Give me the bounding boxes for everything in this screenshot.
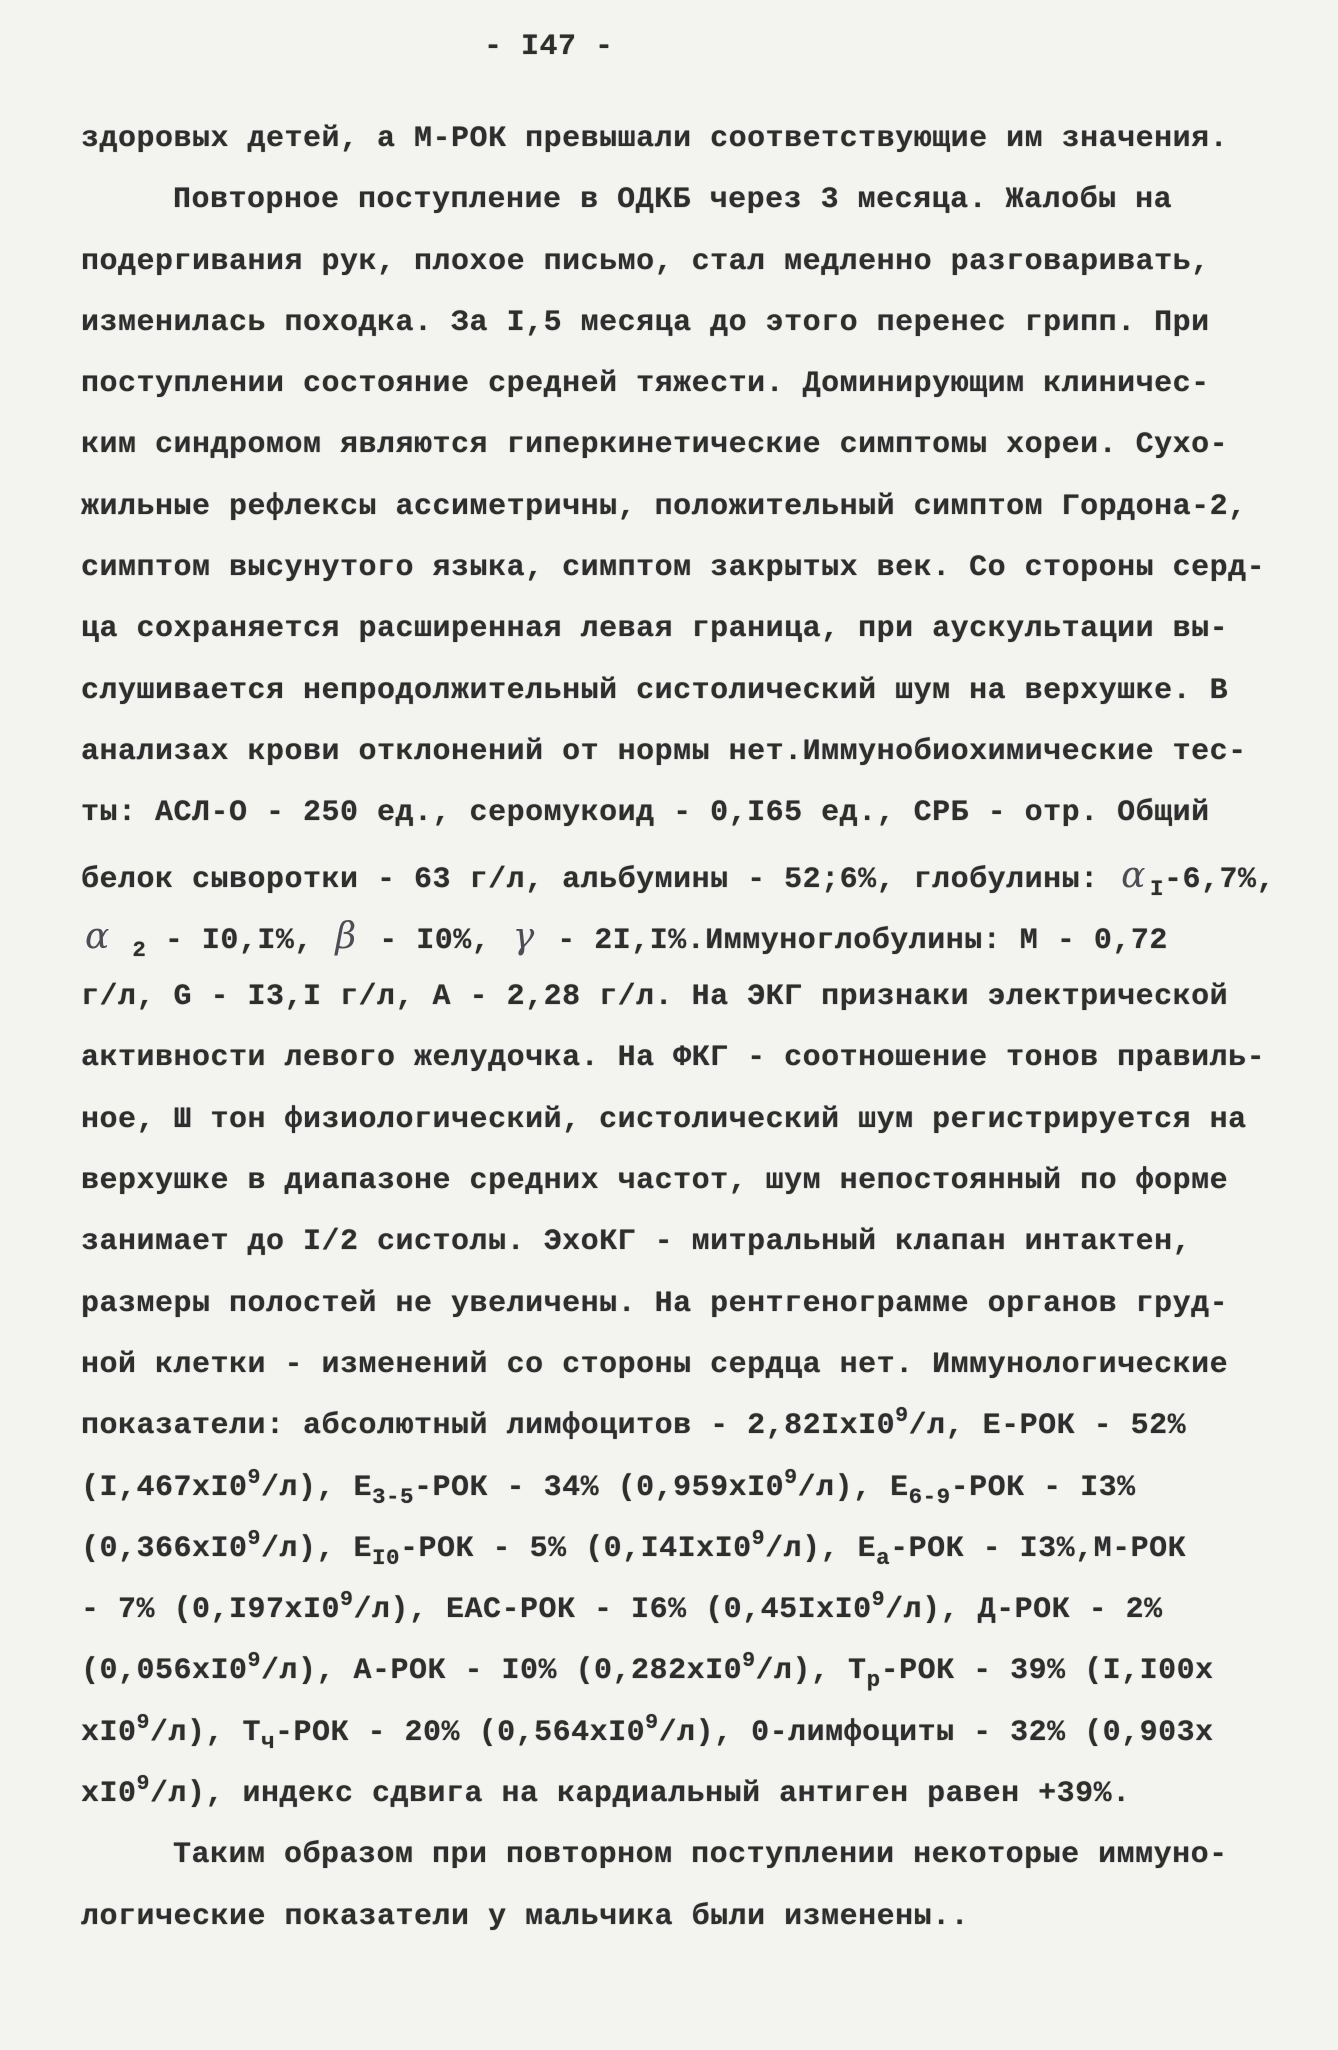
text-run: [114, 924, 133, 958]
text-run: ты: АСЛ-О - 250 ед., серомукоид - 0,I65 ед., СРБ - отр. Общий: [81, 796, 1210, 831]
text-run: (0,366хI0: [81, 1531, 248, 1566]
handwritten-symbol: β: [335, 915, 357, 957]
text-run: -РОК - 5% (0,I4IхI0: [400, 1531, 752, 1566]
superscript: 9: [340, 1588, 354, 1613]
text-run: /л), 0-лимфоциты - 32% (0,903х: [658, 1715, 1214, 1750]
text-run: ким синдромом являются гиперкинетические симптомы хореи. Сухо-: [81, 428, 1229, 463]
superscript: 9: [871, 1588, 886, 1613]
text-run: ца сохраняется расширенная левая граница, при аускультации вы-: [81, 612, 1229, 647]
text-run: симптом высунутого языка, симптом закрытых век. Со стороны серд-: [81, 551, 1266, 586]
text-run: - 2I,I%.Иммуноглобулины: М - 0,72: [538, 923, 1168, 958]
text-run: г/л, G - I3,I г/л, А - 2,28 г/л. На ЭКГ признаки электрической: [81, 980, 1229, 1015]
text-line: [81, 1090, 1311, 1151]
text-run: Таким образом при повторном поступлении некоторые иммуно-: [173, 1838, 1228, 1873]
text-line: [81, 599, 1311, 660]
superscript: 9: [784, 1465, 798, 1490]
text-run: показатели: абсолютный лимфоцитов - 2,82IхI0: [81, 1409, 896, 1444]
text-run: /л), Е: [765, 1531, 877, 1566]
superscript: 9: [895, 1404, 909, 1429]
paragraph: [81, 170, 1311, 1825]
text-line: [81, 1580, 1311, 1641]
subscript: I0: [372, 1544, 401, 1571]
text-line: [81, 1212, 1311, 1273]
text-run: /л), Т: [755, 1654, 867, 1689]
handwritten-symbol: α: [1121, 854, 1146, 896]
text-line: [81, 1764, 1311, 1825]
text-line: [81, 1028, 1311, 1089]
text-run: ной клетки - изменений со стороны сердца нет. Иммунологические: [81, 1347, 1229, 1382]
subscript: 2: [132, 936, 147, 963]
text-line: [81, 783, 1311, 844]
text-line: [81, 232, 1311, 293]
text-run: здоровых детей, а М-РОК превышали соответствующие им значения.: [81, 122, 1229, 156]
text-line: [81, 1274, 1311, 1335]
paragraph: [81, 1825, 1311, 1948]
text-line: [81, 538, 1311, 599]
subscript: а: [876, 1544, 891, 1571]
text-line: [81, 906, 1311, 967]
text-line: [81, 1335, 1311, 1396]
text-run: /л), Е: [261, 1470, 373, 1505]
subscript: р: [866, 1667, 881, 1694]
text-line: [81, 415, 1311, 476]
text-line: [81, 477, 1311, 538]
subscript: 6-9: [908, 1483, 951, 1510]
text-line: [81, 845, 1311, 906]
superscript: 9: [136, 1710, 150, 1735]
text-line: [81, 1458, 1311, 1519]
text-line: [81, 293, 1311, 354]
subscript: ч: [261, 1728, 276, 1755]
text-run: подергивания рук, плохое письмо, стал медленно разговаривать,: [81, 244, 1210, 279]
text-line: [81, 1519, 1311, 1580]
text-line: [81, 967, 1311, 1028]
text-run: /л), А-РОК - I0% (0,282хI0: [261, 1654, 743, 1689]
text-run: -РОК - 20% (0,564хI0: [275, 1715, 646, 1750]
text-line: [81, 1396, 1311, 1457]
text-run: /л), Т: [149, 1715, 262, 1750]
text-run: - I0,I%,: [146, 923, 332, 958]
text-run: - I0%,: [360, 923, 509, 958]
text-run: Повторное поступление в ОДКБ через 3 месяца. Жалобы на: [173, 183, 1173, 218]
text-run: слушивается непродолжительный систолический шум на верхушке. В: [81, 673, 1229, 708]
superscript: 9: [247, 1465, 261, 1490]
text-run: -6,7%,: [1164, 862, 1276, 897]
handwritten-symbol: γ: [512, 915, 535, 957]
text-run: хI0: [81, 1715, 137, 1750]
text-run: (I,467хI0: [81, 1470, 248, 1505]
subscript: I: [1149, 875, 1164, 902]
text-line: [81, 1703, 1311, 1764]
text-line: [81, 109, 1311, 170]
paragraph: [81, 109, 1311, 170]
text-run: /л), Д-РОК - 2%: [885, 1593, 1163, 1628]
text-run: /л), индекс сдвига на кардиальный антиген равен +39%.: [149, 1777, 1131, 1812]
page-number: - I47 -: [484, 30, 614, 64]
superscript: 9: [247, 1526, 261, 1551]
text-line: [81, 1641, 1311, 1702]
text-run: /л), ЕАС-РОК - I6% (0,45IхI0: [353, 1593, 872, 1628]
text-line: [81, 661, 1311, 722]
superscript: 9: [751, 1526, 766, 1551]
text-run: занимает до I/2 систолы. ЭхоКГ - митральный клапан интактен,: [81, 1225, 1192, 1260]
text-run: -РОК - I3%,М-РОК: [890, 1531, 1187, 1566]
text-run: /л), Е: [261, 1531, 373, 1566]
document-body: [81, 109, 1311, 1948]
text-run: жильные рефлексы ассиметричны, положительный симптом Гордона-2,: [81, 489, 1247, 524]
text-line: [81, 354, 1311, 415]
text-run: размеры полостей не увеличены. На рентгенограмме органов груд-: [81, 1286, 1229, 1321]
superscript: 9: [645, 1710, 659, 1735]
text-run: - 7% (0,I97хI0: [81, 1593, 341, 1628]
superscript: 9: [136, 1772, 150, 1797]
text-run: активности левого желудочка. На ФКГ - соотношение тонов правиль-: [81, 1041, 1266, 1076]
subscript: 3-5: [372, 1483, 415, 1510]
text-run: -РОК - 34% (0,959хI0: [414, 1470, 785, 1505]
text-run: верхушке в диапазоне средних частот, шум непостоянный по форме: [81, 1164, 1229, 1199]
text-run: хI0: [81, 1777, 137, 1812]
handwritten-symbol: α: [85, 915, 110, 957]
superscript: 9: [247, 1649, 261, 1674]
text-line: [81, 1151, 1311, 1212]
text-run: ное, Ш тон физиологический, систолический шум регистрируется на: [81, 1102, 1247, 1137]
text-line: [81, 1887, 1311, 1948]
text-run: /л, Е-РОК - 52%: [908, 1409, 1187, 1444]
text-line: [81, 170, 1311, 231]
text-run: -РОК - 39% (I,I00х: [880, 1654, 1214, 1689]
text-run: /л), Е: [797, 1470, 909, 1505]
text-run: анализах крови отклонений от нормы нет.Иммунобиохимические тес-: [81, 734, 1247, 769]
text-line: [81, 1825, 1311, 1886]
text-run: изменилась походка. За I,5 месяца до этого перенес грипп. При: [81, 305, 1210, 340]
text-line: [81, 722, 1311, 783]
text-run: поступлении состояние средней тяжести. Доминирующим клиничес-: [81, 367, 1210, 402]
text-run: логические показатели у мальчика были изменены..: [81, 1899, 970, 1934]
text-run: (0,056хI0: [81, 1654, 248, 1689]
text-run: -РОК - I3%: [950, 1470, 1136, 1505]
superscript: 9: [742, 1649, 756, 1674]
text-run: белок сыворотки - 63 г/л, альбумины - 52;6%, глобулины:: [81, 862, 1118, 897]
